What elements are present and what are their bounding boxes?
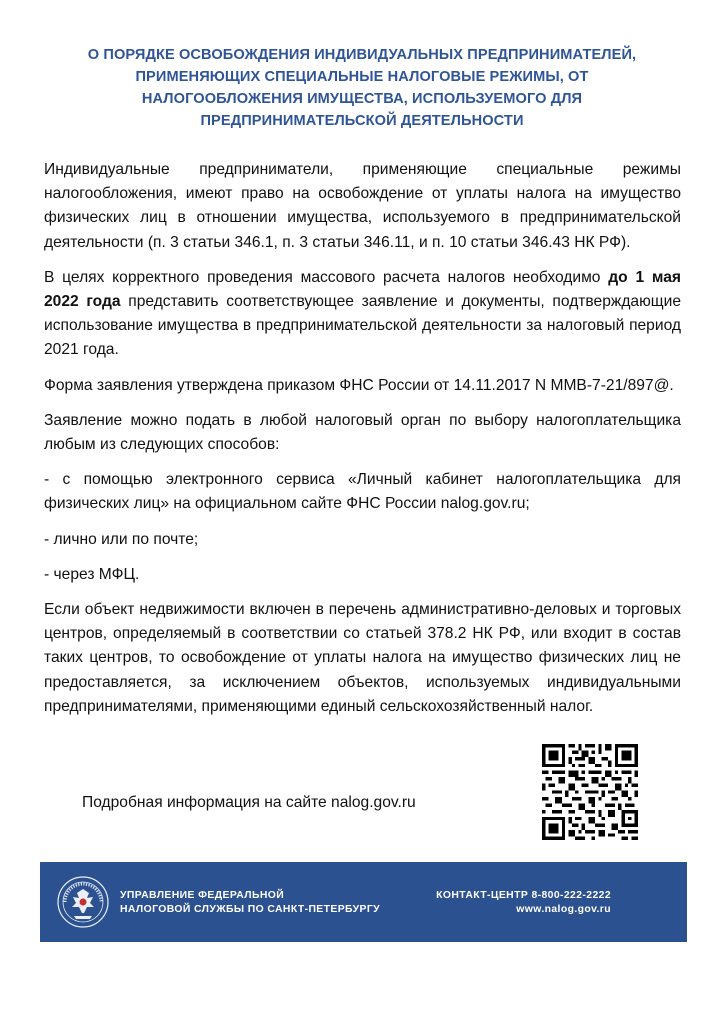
list-item-mfc: - через МФЦ. [44,565,140,583]
document-body [44,158,681,730]
deadline-date: до 1 мая 2022 года [44,268,681,311]
contact-website[interactable]: www.nalog.gov.ru [516,904,611,915]
paragraph-eligibility: Индивидуальные предприниматели, применяющие специальные режимы налогообложения, имеют право на освобождение от уплаты налога на имущество физических лиц в отношении имущества, используемого в предпринимательской деятельности (п. 3 статьи 346.1, п. 3 статьи 346.11, и п. 10 статьи 346.43 НК РФ). [44,161,681,251]
list-item-in-person: - лично или по почте; [44,530,199,548]
page-title [52,44,672,132]
title-line-2: ПРИМЕНЯЮЩИХ СПЕЦИАЛЬНЫЕ НАЛОГОВЫЕ РЕЖИМЫ, ОТ [135,69,589,85]
footer-banner [40,862,687,942]
deadline-text-after: представить соответствующее заявление и документы, подтверждающие использование имущества в предпринимательской деятельности за налоговый период 2021 года. [44,293,682,359]
org-line-1: УПРАВЛЕНИЕ ФЕДЕРАЛЬНОЙ [120,890,285,901]
title-line-1: О ПОРЯДКЕ ОСВОБОЖДЕНИЯ ИНДИВИДУАЛЬНЫХ ПРЕДПРИНИМАТЕЛЕЙ, [87,47,637,63]
title-line-3: НАЛОГООБЛОЖЕНИЯ ИМУЩЕСТВА, ИСПОЛЬЗУЕМОГО ДЛЯ [141,91,583,107]
contact-phone: КОНТАКТ-ЦЕНТР 8-800-222-2222 [436,890,611,901]
paragraph-deadline [44,266,681,363]
deadline-text-before: В целях корректного проведения массового расчета налогов необходимо [44,268,601,286]
paragraph-exception: Если объект недвижимости включен в перечень административно-деловых и торговых центров, определяемый в соответствии со статьей 378.2 НК РФ, или входит в состав таких центров, то освобождение от уплаты налога на имущество физических лиц не предоставляется, за исключением объектов, используемых индивидуальными предпринимателями, применяющими единый сельскохозяйственный налог. [44,601,681,715]
paragraph-submission: Заявление можно подать в любой налоговый орган по выбору налогоплательщика любым из следующих способов: [44,411,681,454]
fns-emblem-icon [57,876,109,928]
org-line-2: НАЛОГОВОЙ СЛУЖБЫ ПО САНКТ-ПЕТЕРБУРГУ [120,904,381,915]
organization-name [120,889,380,917]
list-item-online: - с помощью электронного сервиса «Личный кабинет налогоплательщика для физических лиц» на официальном сайте ФНС России nalog.gov.ru; [44,471,681,513]
paragraph-form: Форма заявления утверждена приказом ФНС России от 14.11.2017 N ММВ-7-21/897@. [44,376,674,394]
title-line-4: ПРЕДПРИНИМАТЕЛЬСКОЙ ДЕЯТЕЛЬНОСТИ [200,113,524,129]
contact-info [436,889,611,917]
qr-code-icon[interactable] [542,744,638,840]
more-info-text: Подробная информация на сайте nalog.gov.ru [82,794,416,811]
